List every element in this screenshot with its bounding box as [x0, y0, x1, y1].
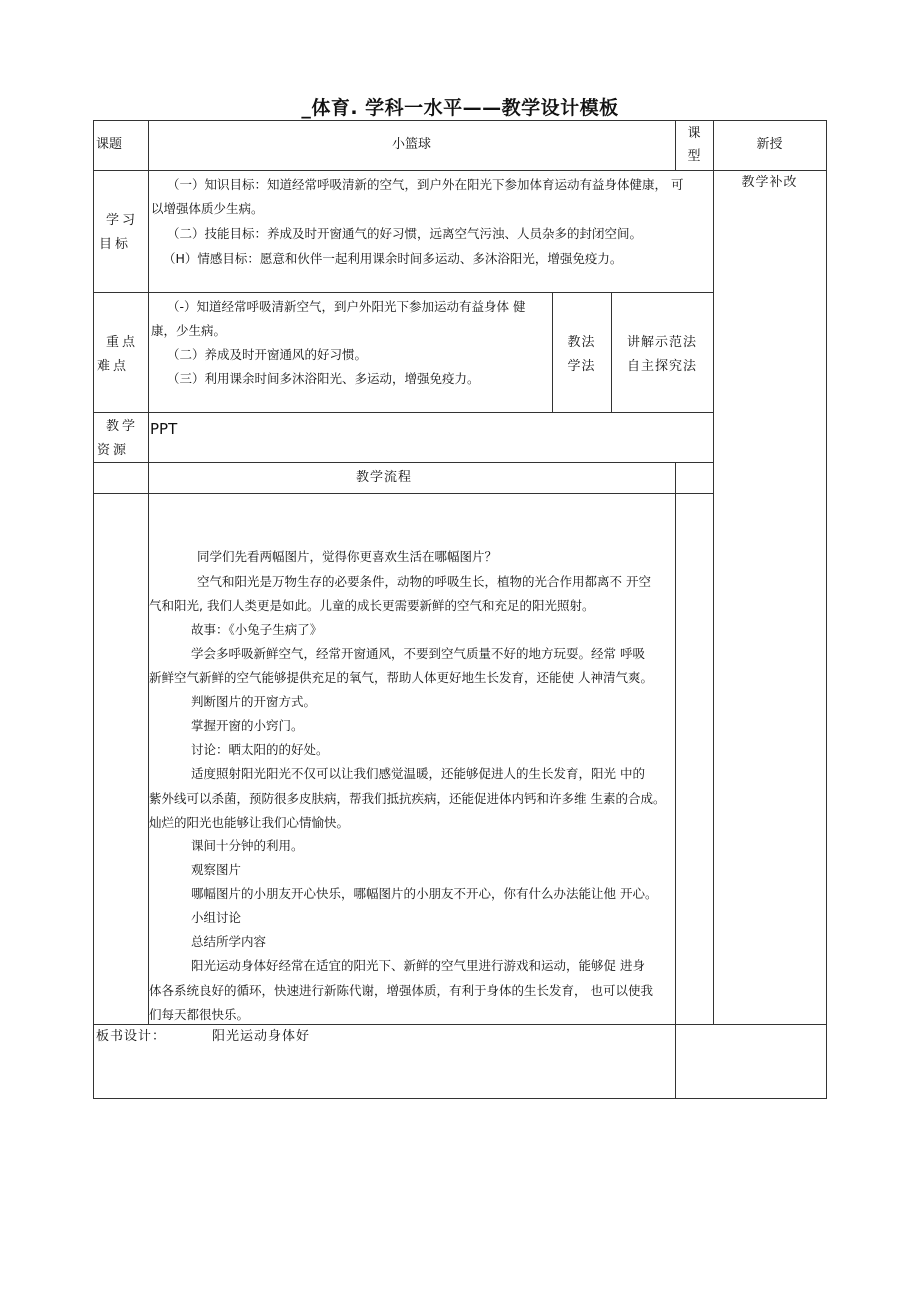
resources-label-1: 教学: [106, 419, 139, 434]
process-line: 灿烂的阳光也能够让我们心情愉快。: [149, 815, 350, 830]
keypoints-label-2: 难点: [97, 359, 130, 374]
method-value-2: 自主探究法: [626, 359, 697, 374]
goals-label-1: 学习: [106, 213, 139, 228]
method-value-1: 讲解示范法: [626, 335, 697, 350]
process-line: 学会多呼吸新鲜空气，经常开窗通风，不要到空气质量不好的地方玩耍。经常 呼吸: [191, 646, 645, 661]
process-line: 气和阳光, 我们人类更是如此。儿童的成长更需要新鲜的空气和充足的阳光照射。: [149, 598, 595, 613]
goal-line: （二）技能目标：养成及时开窗通气的好习惯，远离空气污浊、人员杂多的封闭空间。: [167, 226, 643, 241]
process-line: 紫外线可以杀菌，预防很多皮肤病，帮我们抵抗疾病，还能促进体内钙和许多维 生素的合成。: [149, 791, 666, 806]
supplement-label: 教学补改: [741, 175, 798, 190]
keypoint-line: （二）养成及时开窗通风的好习惯。: [167, 347, 368, 362]
method-label-1: 教法: [567, 335, 596, 350]
process-line: 判断图片的开窗方式。: [191, 694, 317, 709]
process-line: 课间十分钟的利用。: [191, 838, 304, 853]
process-line: 新鲜空气新鲜的空气能够提供充足的氧气，帮助人体更好地生长发育，还能使 人神清气爽。: [149, 670, 653, 685]
process-heading: 教学流程: [355, 470, 412, 485]
keypoint-line: （三）利用课余时间多沐浴阳光、多运动，增强免疫力。: [167, 371, 480, 386]
process-line: 们每天都很快乐。: [149, 1007, 250, 1022]
document-title: _体育. 学科一水平——教学设计模板: [301, 97, 619, 119]
type-label-2: 型: [687, 149, 701, 164]
resources-label-2: 资源: [97, 443, 130, 458]
type-value: 新授: [756, 137, 783, 152]
process-line: 阳光运动身体好经常在适宜的阳光下、新鲜的空气里进行游戏和运动，能够促 进身: [191, 958, 645, 973]
process-line: 总结所学内容: [191, 934, 267, 949]
goal-line: （一）知识目标：知道经常呼吸清新的空气，到户外在阳光下参加体育运动有益身体健康， 可: [167, 177, 684, 192]
process-line: 讨论：晒太阳的的好处。: [191, 742, 329, 757]
process-line: 小组讨论: [191, 910, 242, 925]
keypoint-line: 康，少生病。: [151, 323, 227, 338]
board-value: 阳光运动身体好: [212, 1029, 311, 1044]
goal-line: 以增强体质少生病。: [151, 201, 264, 216]
process-line: 故事：《小兔子生病了》: [191, 622, 323, 637]
topic-value: 小篮球: [391, 137, 431, 152]
goals-label-2: 目标: [99, 237, 132, 252]
process-line: 掌握开窗的小窍门。: [191, 718, 304, 733]
board-label: 板书设计：: [96, 1029, 167, 1044]
process-line: 空气和阳光是万物生存的必要条件，动物的呼吸生长，植物的光合作用都离不 开空: [197, 574, 651, 589]
process-line: 体各系统良好的循环，快速进行新陈代谢，增强体质，有利于身体的生长发育， 也可以使我: [149, 983, 653, 998]
process-line: 同学们先看两幅图片，觉得你更喜欢生活在哪幅图片？: [197, 549, 498, 564]
type-label-1: 课: [687, 126, 701, 141]
keypoints-label-1: 重点: [106, 335, 139, 350]
resources-value: PPT: [150, 420, 178, 438]
keypoint-line: （-）知道经常呼吸清新空气，到户外阳光下参加运动有益身体 健: [167, 299, 526, 314]
topic-label: 课题: [96, 137, 123, 152]
process-line: 哪幅图片的小朋友开心快乐，哪幅图片的小朋友不开心，你有什么办法能让他 开心。: [191, 886, 658, 901]
process-line: 观察图片: [191, 862, 242, 877]
goal-line: （H）情感目标：愿意和伙伴一起利用课余时间多运动、多沐浴阳光，增强免疫力。: [163, 251, 623, 266]
method-label-2: 学法: [567, 359, 596, 374]
process-line: 适度照射阳光阳光不仅可以让我们感觉温暖，还能够促进人的生长发育，阳光 中的: [191, 766, 645, 781]
